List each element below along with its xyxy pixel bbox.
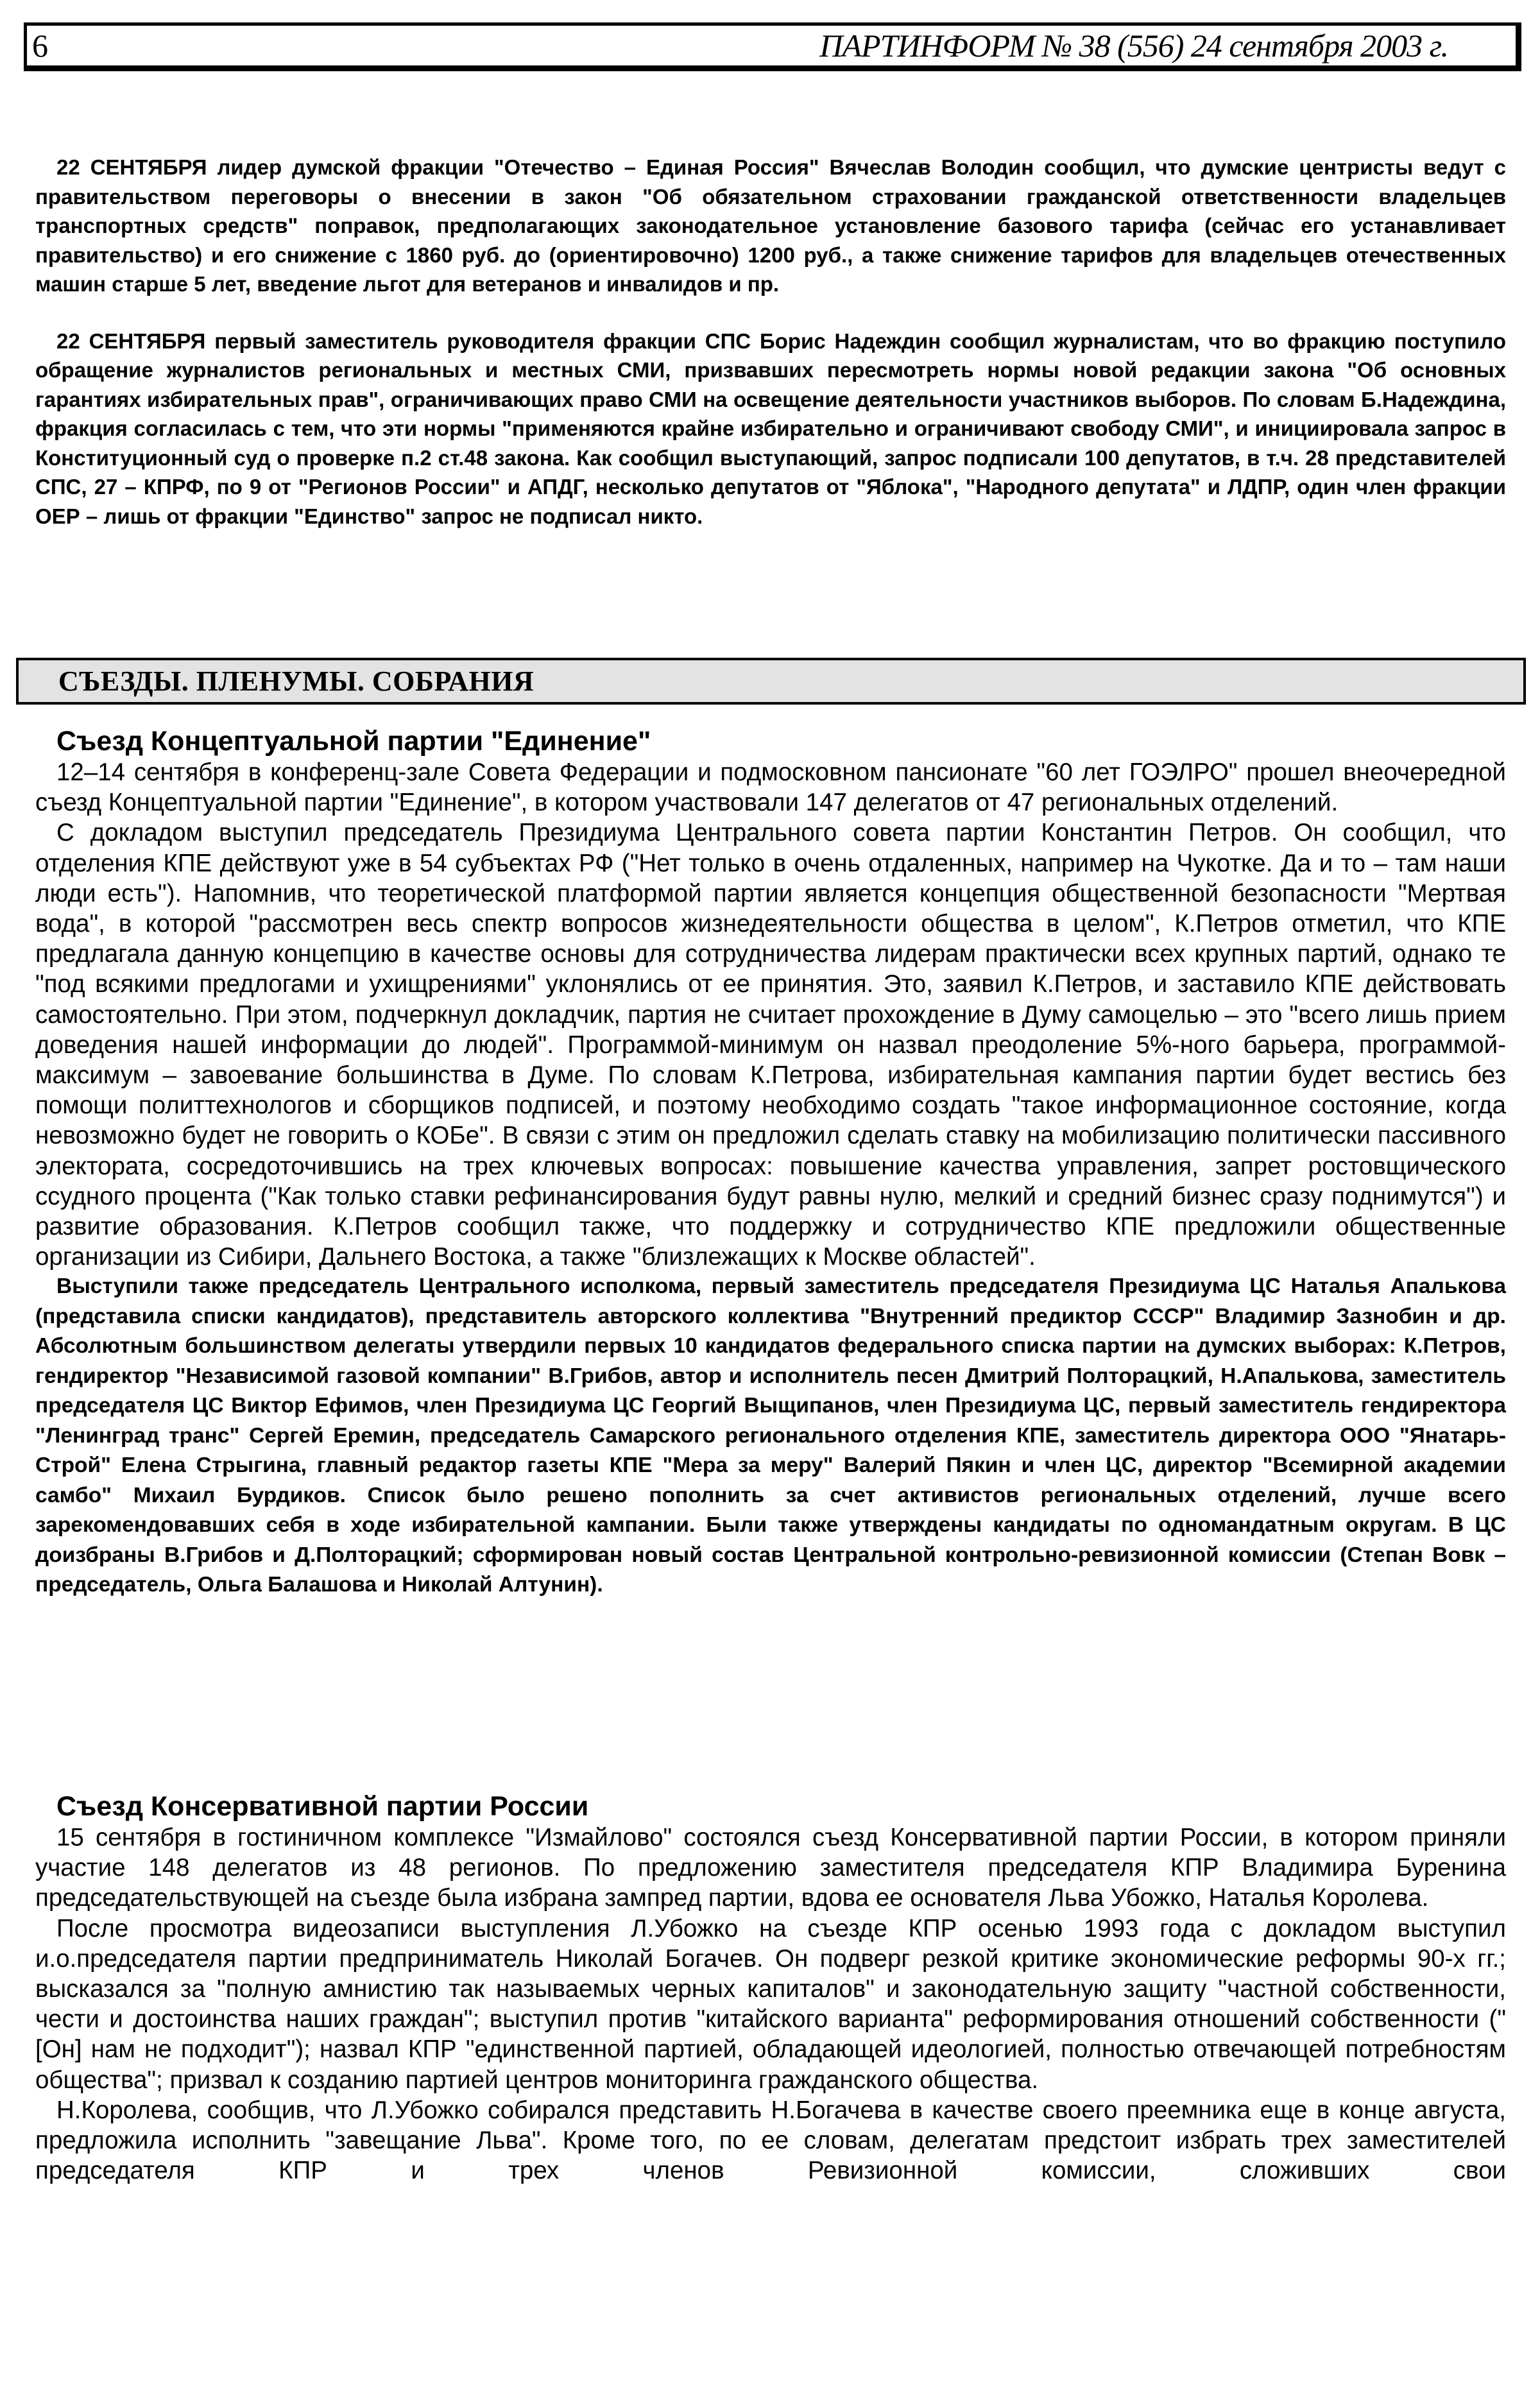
section-title: СЪЕЗДЫ. ПЛЕНУМЫ. СОБРАНИЯ — [58, 665, 535, 697]
page-number: 6 — [32, 28, 48, 64]
article-paragraph: Н.Королева, сообщив, что Л.Убожко собирался представить Н.Богачева в качестве своего преемника еще в конце августа, предложила исполнить "завещание Льва". Кроме того, по ее словам, делегатам предстоит избрать трех заместителей председателя КПР и трех членов Ревизионной комиссии, сложивших свои — [35, 2096, 1506, 2185]
news-item: 22 СЕНТЯБРЯ первый заместитель руководителя фракции СПС Борис Надеждин сообщил журналистам, что во фракцию поступило обращение журналистов региональных и местных СМИ, призвавших пересмотреть нормы новой редакции закона "Об основных гарантиях избирательных прав", ограничивающих право СМИ на освещение деятельности участников выборов. По словам Б.Надеждина, фракция согласилась с тем, что эти нормы "применяются крайне избирательно и ограничивают свободу СМИ", и инициировала запрос в Конституционный суд о проверке п.2 ст.48 закона. Как сообщил выступающий, запрос подписали 100 депутатов, в т.ч. 28 представителей СПС, 27 – КПРФ, по 9 от "Регионов России" и АПДГ, несколько депутатов от "Яблока", "Народного депутата" и ЛДПР, один член фракции ОЕР – лишь от фракции "Единство" запрос не подписал никто. — [35, 329, 1506, 528]
issue-line: ПАРТИНФОРМ № 38 (556) 24 сентября 2003 г. — [819, 28, 1448, 64]
page-header — [24, 22, 1521, 71]
article-title: Съезд Концептуальной партии "Единение" — [56, 726, 651, 757]
article-paragraph-bold: Выступили также председатель Центрального исполкома, первый заместитель председателя Президиума ЦС Наталья Апалькова (представила списки кандидатов), представитель авторского коллектива "Внутренний предиктор СССР" Владимир Зазнобин и др. Абсолютным большинством делегаты утвердили первых 10 кандидатов федерального списка партии на думских выборах: К.Петров, гендиректор "Независимой газовой компании" В.Грибов, автор и исполнитель песен Дмитрий Полторацкий, Н.Апалькова, заместитель председателя ЦС Виктор Ефимов, член Президиума ЦС Георгий Выщипанов, член Президиума ЦС, первый заместитель гендиректора "Ленинград транс" Сергей Еремин, председатель Самарского регионального отделения КПЕ, заместитель директора ООО "Янатарь-Строй" Елена Стрыгина, главный редактор газеты КПЕ "Мера за меру" Валерий Пякин и член ЦС, директор "Всемирной академии самбо" Михаил Бурдиков. Список было решено пополнить за счет активистов региональных отделений, лучше всего зарекомендовавших себя в ходе избирательной кампании. Были также утверждены кандидаты по одномандатным округам. В ЦС доизбраны В.Грибов и Д.Полторацкий; сформирован новый состав Центральной контрольно-ревизионной комиссии (Степан Вовк – председатель, Ольга Балашова и Николай Алтунин). — [35, 1274, 1506, 1597]
article-edinenie — [35, 725, 1506, 1600]
article-paragraph: 12–14 сентября в конференц-зале Совета Федерации и подмосковном пансионате "60 лет ГОЭЛРО" прошел внеочередной съезд Концептуальной партии "Единение", в котором участвовали 147 делегатов от 47 региональных отделений. — [35, 758, 1506, 817]
news-block — [35, 153, 1506, 531]
article-paragraph: 15 сентября в гостиничном комплексе "Измайлово" состоялся съезд Консервативной партии России, в котором приняли участие 148 делегатов из 48 регионов. По предложению заместителя председателя КПР Владимира Буренина председательствующей на съезде была избрана зампред партии, вдова ее основателя Льва Убожко, Наталья Королева. — [35, 1824, 1506, 1912]
article-conservative — [35, 1790, 1506, 2186]
article-title: Съезд Консервативной партии России — [56, 1791, 589, 1822]
news-item: 22 СЕНТЯБРЯ лидер думской фракции "Отечество – Единая Россия" Вячеслав Володин сообщил, что думские центристы ведут с правительством переговоры о внесении в закон "Об обязательном страховании гражданской ответственности владельцев транспортных средств" поправок, предполагающих законодательное установление базового тарифа (сейчас его устанавливает правительство) и его снижение с 1860 руб. до (ориентировочно) 1200 руб., а также снижение тарифов для владельцев отечественных машин старше 5 лет, введение льгот для ветеранов и инвалидов и пр. — [35, 155, 1506, 296]
article-paragraph: С докладом выступил председатель Президиума Центрального совета партии Константин Петров. Он сообщил, что отделения КПЕ действуют уже в 54 субъектах РФ ("Нет только в очень отдаленных, например на Чукотке. Да и то – там наши люди есть"). Напомнив, что теоретической платформой партии является концепция общественной безопасности "Мертвая вода", в которой "рассмотрен весь спектр вопросов жизнедеятельности общества в целом", К.Петров отметил, что КПЕ предлагала данную концепцию в качестве основы для сотрудничества лидерам практически всех крупных партий, однако те "под всякими предлогами и ухищрениями" уклонялись от ее принятия. Это, заявил К.Петров, и заставило КПЕ действовать самостоятельно. При этом, подчеркнул докладчик, партия не считает прохождение в Думу самоцелью – это "всего лишь прием доведения нашей информации до людей". Программой-минимум он назвал преодоление 5%-ного барьера, программой-максимум – завоевание большинства в Думе. По словам К.Петрова, избирательная кампания партии будет вестись без помощи политтехнологов и сборщиков подписей, и поэтому необходимо создать "такое информационное состояние, когда невозможно будет не говорить о КОБе". В связи с этим он предложил сделать ставку на мобилизацию политически пассивного электората, сосредоточившись на трех ключевых вопросах: повышение качества управления, запрет ростовщического ссудного процента ("Как только ставки рефинансирования будут равны нулю, мелкий и средний бизнес сразу поднимутся") и развитие образования. К.Петров сообщил также, что поддержку и сотрудничество КПЕ предложили общественные организации из Сибири, Дальнего Востока, а также "близлежащих к Москве областей". — [35, 819, 1506, 1271]
section-header — [16, 658, 1526, 705]
article-paragraph: После просмотра видеозаписи выступления Л.Убожко на съезде КПР осенью 1993 года с докладом выступил и.о.председателя партии предприниматель Николай Богачев. Он подверг резкой критике экономические реформы 90-х гг.; высказался за "полную амнистию так называемых черных капиталов" и законодательную защиту "частной собственности, чести и достоинства наших граждан"; выступил против "китайского варианта" реформирования отношений собственности ("[Он] нам не подходит"); назвал КПР "единственной партией, обладающей идеологией, полностью отвечающей потребностям общества"; призвал к созданию партией центров мониторинга гражданского общества. — [35, 1914, 1506, 2094]
